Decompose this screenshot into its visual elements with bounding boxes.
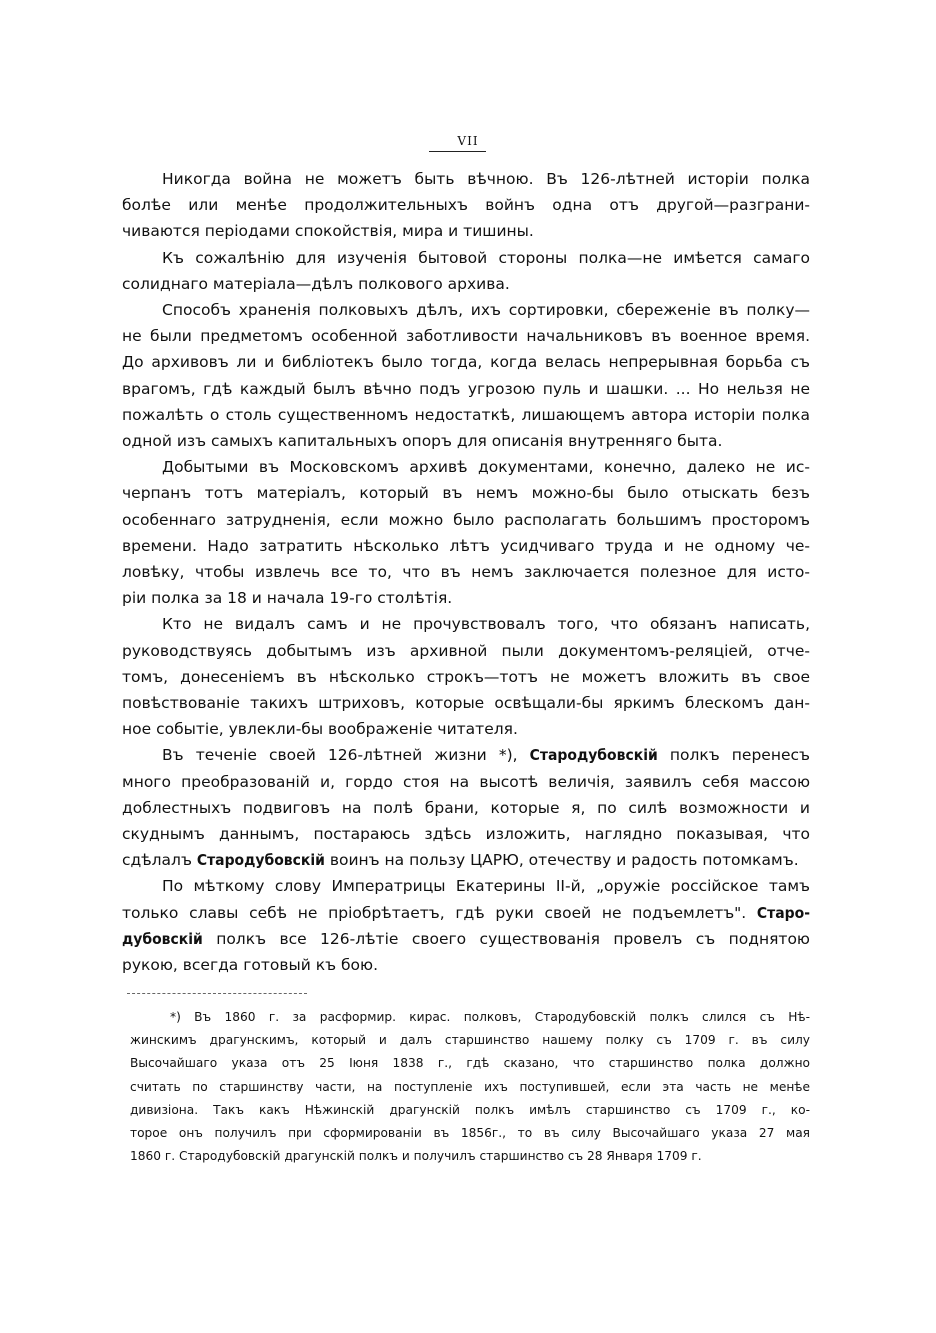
footnote-line: *) Въ 1860 г. за расформир. кирас. полковъ, Стародубовскій полкъ слился съ Нѣ-: [170, 1010, 810, 1024]
text-line: скуднымъ даннымъ, постараюсь здѣсь изложить, наглядно показывая, что: [122, 825, 810, 844]
main-text: [122, 166, 810, 978]
text-line: ное событіе, увлекли-бы воображеніе читателя.: [122, 720, 518, 739]
text-run: полкъ перенесъ: [657, 746, 810, 765]
text-line: не были предметомъ особенной заботливости начальниковъ въ военное время.: [122, 327, 810, 346]
text-line: врагомъ, гдѣ каждый былъ вѣчно подъ угрозою пуль и шашки. ... Но нельзя не: [122, 379, 810, 398]
footnote-line: дивизіона. Такъ какъ Нѣжинскій драгунскій полкъ имѣлъ старшинство съ 1709 г., ко-: [130, 1102, 810, 1117]
paragraph: [122, 454, 810, 611]
paragraph: [122, 873, 810, 978]
paragraph: [122, 297, 810, 454]
text-line: томъ, донесеніемъ въ нѣсколько строкъ—тотъ не можетъ вложить въ свое: [122, 667, 810, 686]
text-line: доблестныхъ подвиговъ на полѣ брани, которые я, по силѣ возможности и: [122, 798, 810, 817]
text-line: рукою, всегда готовый къ бою.: [122, 956, 379, 975]
text-line: повѣствованіе такихъ штриховъ, которые освѣщали-бы яркимъ блескомъ дан-: [122, 694, 810, 713]
text-line: [122, 900, 810, 926]
text-line: пожалѣть о столь существенномъ недостаткѣ, лишающемъ автора исторіи полка: [122, 405, 810, 424]
text-run: полкъ все 126-лѣтіе своего существованія провелъ съ поднятою: [202, 929, 810, 948]
footnote-separator: [127, 993, 307, 994]
bold-regiment-name: дубовскій: [122, 929, 203, 948]
text-line: чиваются періодами спокойствія, мира и тишины.: [122, 222, 534, 241]
text-line: [122, 926, 810, 952]
text-line: много преобразованій и, гордо стоя на высотѣ величія, заявилъ себя массою: [122, 772, 810, 791]
text-line: ріи полка за 18 и начала 19-го столѣтія.: [122, 589, 453, 608]
paragraph: [122, 742, 810, 873]
text-line: Никогда война не можетъ быть вѣчною. Въ 126-лѣтней исторіи полка: [162, 170, 810, 188]
text-line: Добытыми въ Московскомъ архивѣ документами, конечно, далеко не ис-: [162, 458, 810, 477]
paragraph: [122, 166, 810, 245]
bold-regiment-name: Старо-: [756, 903, 810, 922]
text-line: руководствуясь добытымъ изъ архивной пыли документомъ-реляціей, отче-: [122, 641, 810, 660]
text-line: времени. Надо затратить нѣсколько лѣтъ усидчиваго труда и не одному че-: [122, 536, 810, 555]
paragraph: [122, 611, 810, 742]
bold-regiment-name: Стародубовскій: [196, 851, 325, 870]
text-run: Въ теченіе своей 126-лѣтней жизни *),: [162, 746, 530, 765]
text-line: Къ сожалѣнію для изученія бытовой стороны полка—не имѣется самаго: [162, 248, 810, 267]
page-number-rule: [429, 151, 486, 152]
footnote-line: 1860 г. Стародубовскій драгунскій полкъ и получилъ старшинство съ 28 Января 1709 г.: [130, 1149, 702, 1164]
text-run: воинъ на пользу ЦАРЮ, отечеству и радость потомкамъ.: [324, 851, 799, 870]
text-line: Способъ храненія полковыхъ дѣлъ, ихъ сортировки, сбереженіе въ полку—: [162, 301, 810, 320]
page-number: VII: [457, 134, 479, 148]
text-line: солиднаго матеріала—дѣлъ полкового архива.: [122, 274, 510, 293]
text-run: только славы себѣ не пріобрѣтаетъ, гдѣ руки своей не подъемлетъ".: [122, 903, 757, 922]
footnote: [130, 1006, 810, 1168]
text-line: ловѣку, чтобы извлечь все то, что въ немъ заключается полезное для исто-: [122, 563, 810, 582]
footnote-line: Высочайшаго указа отъ 25 Іюня 1838 г., гдѣ сказано, что старшинство полка должно: [130, 1056, 810, 1071]
bold-regiment-name: Стародубовскій: [529, 746, 658, 765]
text-line: черпанъ тотъ матеріалъ, который въ немъ можно-бы было отыскать безъ: [122, 484, 810, 503]
text-line: [122, 847, 810, 873]
text-line: Кто не видалъ самъ и не прочувствовалъ того, что обязанъ написать,: [162, 615, 810, 634]
text-run: сдѣлалъ: [122, 851, 197, 870]
footnote-line: считать по старшинству части, на поступленіе ихъ поступившей, если эта часть не менѣе: [130, 1079, 810, 1094]
footnote-line: жинскимъ драгунскимъ, который и далъ старшинство нашему полку съ 1709 г. въ силу: [130, 1033, 810, 1048]
text-line: одной изъ самыхъ капитальныхъ опоръ для описанія внутренняго быта.: [122, 432, 723, 451]
text-line: До архивовъ ли и библіотекъ было тогда, когда велась непрерывная борьба съ: [122, 353, 810, 372]
text-line: особеннаго затрудненія, если можно было располагать большимъ просторомъ: [122, 510, 810, 529]
text-line: [122, 742, 810, 768]
paragraph: [122, 245, 810, 297]
text-line: болѣе или менѣе продолжительныхъ войнъ одна отъ другой—разграни-: [122, 196, 810, 215]
text-line: По мѣткому слову Императрицы Екатерины II-й, „оружіе россійское тамъ: [162, 877, 810, 896]
footnote-line: торое онъ получилъ при сформированіи въ 1856г., то въ силу Высочайшаго указа 27 мая: [130, 1126, 810, 1141]
